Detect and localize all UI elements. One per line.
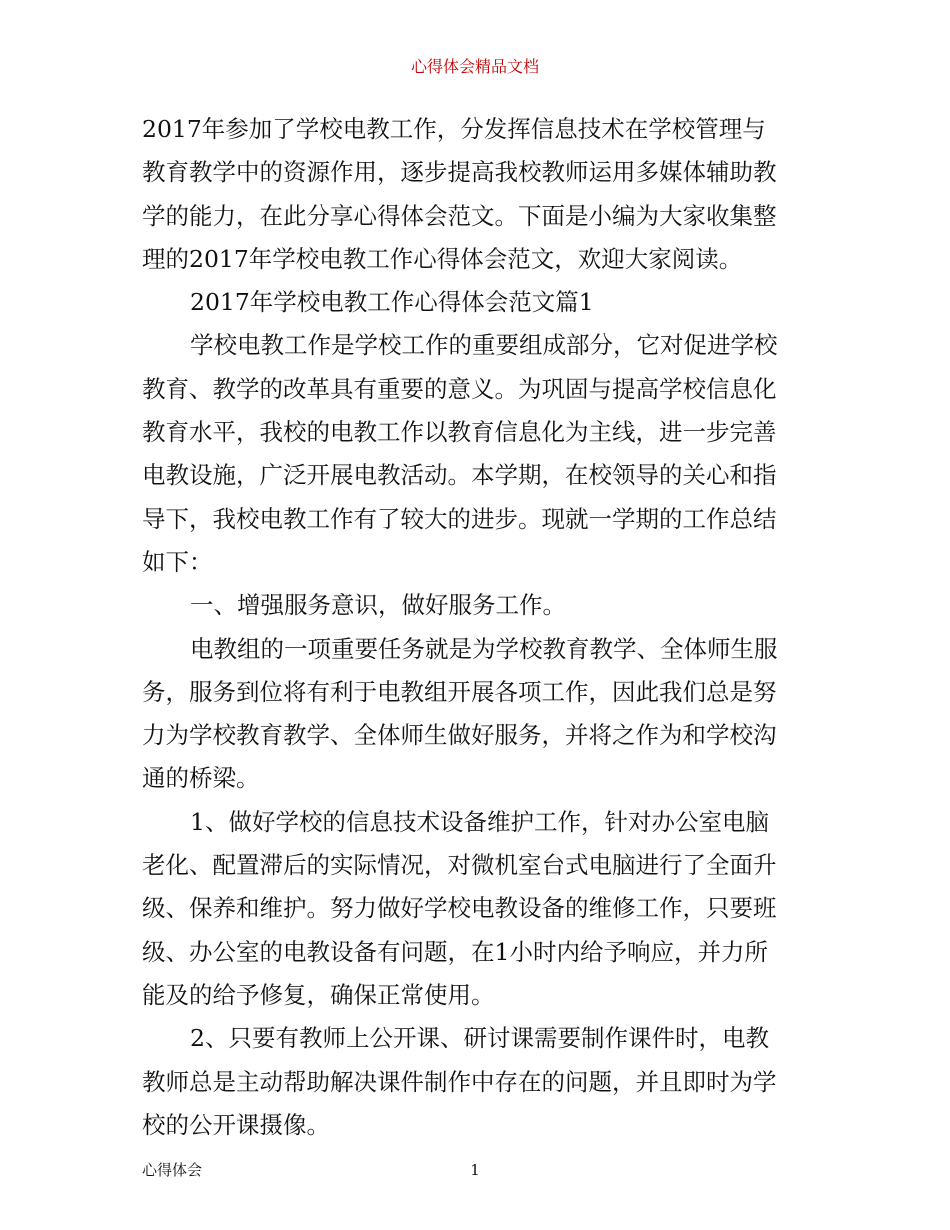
text-line: 教育、教学的改革具有重要的意义。为巩固与提高学校信息化 xyxy=(142,374,777,403)
text-line: 老化、配置滞后的实际情况，对微机室台式电脑进行了全面升 xyxy=(142,851,777,880)
text-line: 教师总是主动帮助解决课件制作中存在的问题，并且即时为学 xyxy=(142,1067,777,1096)
text-line: 学校电教工作是学校工作的重要组成部分，它对促进学校 xyxy=(190,331,778,360)
text-line: 级、办公室的电教设备有问题，在1小时内给予响应，并力所 xyxy=(142,937,768,966)
footer-label: 心得体会 xyxy=(142,1161,203,1179)
text-line: 如下： xyxy=(142,547,213,576)
text-line: 级、保养和维护。努力做好学校电教设备的维修工作，只要班 xyxy=(142,894,777,923)
text-line: 理的2017年学校电教工作心得体会范文，欢迎大家阅读。 xyxy=(142,244,743,273)
text-line: 教育教学中的资源作用，逐步提高我校教师运用多媒体辅助教 xyxy=(142,158,777,187)
text-line: 电教组的一项重要任务就是为学校教育教学、全体师生服 xyxy=(190,634,778,663)
text-line: 导下，我校电教工作有了较大的进步。现就一学期的工作总结 xyxy=(142,504,777,533)
text-line: 通的桥梁。 xyxy=(142,764,260,793)
page-number: 1 xyxy=(470,1161,480,1179)
text-line: 务，服务到位将有利于电教组开展各项工作，因此我们总是努 xyxy=(142,677,777,706)
text-line: 力为学校教育教学、全体师生做好服务，并将之作为和学校沟 xyxy=(142,721,777,750)
text-line: 1、做好学校的信息技术设备维护工作，针对办公室电脑 xyxy=(190,807,769,836)
text-line: 2017年参加了学校电教工作，分发挥信息技术在学校管理与 xyxy=(142,115,766,143)
text-line: 校的公开课摄像。 xyxy=(142,1110,330,1139)
text-line: 学的能力，在此分享心得体会范文。下面是小编为大家收集整 xyxy=(142,201,777,230)
text-line: 能及的给予修复，确保正常使用。 xyxy=(142,980,495,1009)
text-line: 2017年学校电教工作心得体会范文篇1 xyxy=(190,288,594,317)
page-header-title: 心得体会精品文档 xyxy=(410,57,539,76)
text-line: 教育水平，我校的电教工作以教育信息化为主线，进一步完善 xyxy=(142,418,777,447)
document-body xyxy=(142,108,810,1147)
text-line: 一、增强服务意识，做好服务工作。 xyxy=(190,591,566,620)
text-line: 电教设施，广泛开展电教活动。本学期，在校领导的关心和指 xyxy=(142,461,777,490)
text-line: 2、只要有教师上公开课、研讨课需要制作课件时，电教 xyxy=(190,1024,769,1053)
